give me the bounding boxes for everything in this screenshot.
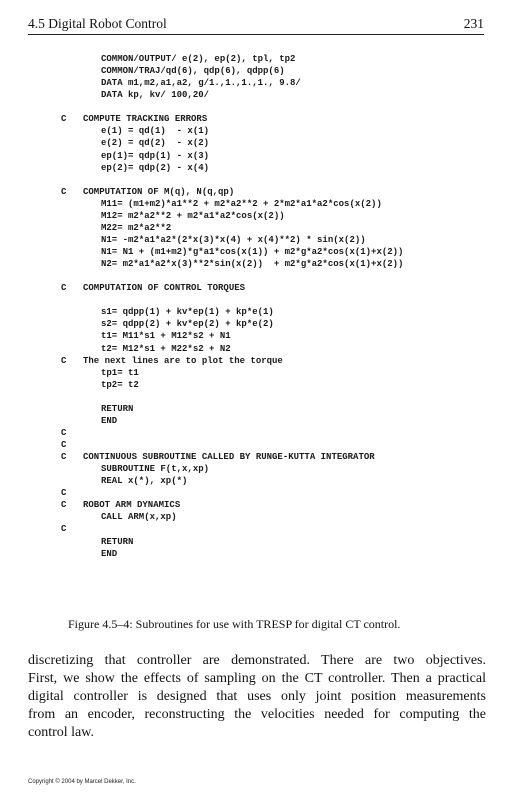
code-statement: COMMON/OUTPUT/ e(2), ep(2), tpl, tp2 [101, 54, 296, 64]
code-statement: END [101, 548, 118, 559]
code-line [0, 548, 514, 560]
paragraph-line: from an encoder, reconstructing the velocities needed for computing the [28, 707, 486, 722]
code-line [0, 463, 514, 475]
paragraph-line: control law. [28, 725, 94, 740]
code-statement: t1= M11*s1 + M12*s2 + N1 [101, 331, 231, 342]
code-line [0, 198, 514, 210]
comment-marker: C [61, 427, 67, 438]
code-statement: e(2) = qd(2) - x(2) [101, 138, 210, 149]
code-line [0, 355, 514, 367]
code-line [0, 222, 514, 234]
code-line [0, 150, 514, 162]
page-number: 231 [463, 16, 484, 31]
code-statement: N1= N1 + (m1+m2)*g*a1*cos(x(1)) + m2*g*a2*cos(x(1)+x(2)) [101, 247, 404, 257]
code-statement: The next lines are to plot the torque [83, 355, 283, 366]
code-line [0, 318, 514, 330]
code-line [0, 306, 514, 318]
code-line [0, 101, 514, 113]
code-line [0, 536, 514, 548]
code-line [0, 174, 514, 186]
code-line [0, 379, 514, 391]
code-line [0, 234, 514, 246]
code-statement: s1= qdpp(1) + kv*ep(1) + kp*e(1) [101, 307, 274, 318]
code-line [0, 451, 514, 463]
code-statement: N2= m2*a1*a2*x(3)**2*sin(x(2)) + m2*g*a2*cos(x(1)+x(2)) [101, 259, 404, 270]
code-statement: END [101, 415, 118, 426]
code-line [0, 282, 514, 294]
code-statement: e(1) = qd(1) - x(1) [101, 126, 210, 137]
code-statement: COMPUTATION OF CONTROL TORQUES [83, 283, 246, 294]
code-statement: M11= (m1+m2)*a1**2 + m2*a2**2 + 2*m2*a1*a2*cos(x(2)) [101, 198, 382, 209]
code-line [0, 89, 514, 101]
code-statement: tp2= t2 [101, 379, 139, 390]
comment-marker: C [61, 500, 67, 511]
figure-caption: Figure 4.5–4: Subroutines for use with TRESP for digital CT control. [68, 617, 401, 631]
paragraph-line: digital controller is designed that uses only joint position measurements [28, 689, 486, 704]
code-line [0, 53, 514, 65]
code-line [0, 475, 514, 487]
code-line [0, 258, 514, 270]
paragraph-line: discretizing that controller are demonstrated. There are two objectives. [28, 653, 486, 668]
code-line [0, 343, 514, 355]
comment-marker: C [61, 440, 67, 450]
running-header [28, 12, 484, 32]
code-statement: DATA m1,m2,a1,a2, g/1.,1.,1.,1., 9.8/ [101, 78, 301, 89]
code-statement: CONTINUOUS SUBROUTINE CALLED BY RUNGE-KUTTA INTEGRATOR [83, 452, 375, 463]
code-statement: s2= qdpp(2) + kv*ep(2) + kp*e(2) [101, 319, 274, 330]
code-line [0, 65, 514, 77]
comment-marker: C [61, 355, 67, 366]
code-statement: COMPUTE TRACKING ERRORS [83, 114, 208, 125]
code-statement: SUBROUTINE F(t,x,xp) [101, 464, 210, 475]
code-line [0, 294, 514, 306]
paragraph-line: First, we show the effects of sampling on the CT controller. Then a practical [28, 671, 486, 686]
code-line [0, 330, 514, 342]
code-line [0, 162, 514, 174]
code-line [0, 403, 514, 415]
code-statement: M12= m2*a2**2 + m2*a1*a2*cos(x(2)) [101, 210, 285, 221]
comment-marker: C [61, 283, 67, 294]
code-line [0, 523, 514, 535]
code-line [0, 391, 514, 403]
code-statement: RETURN [101, 536, 134, 547]
comment-marker: C [61, 186, 67, 197]
code-statement: RETURN [101, 403, 134, 414]
code-statement: ep(1)= qdp(1) - x(3) [101, 150, 210, 161]
code-line [0, 137, 514, 149]
code-statement: REAL x(*), xp(*) [101, 476, 188, 487]
code-statement: ep(2)= qdp(2) - x(4) [101, 162, 210, 173]
code-statement: M22= m2*a2**2 [101, 222, 172, 233]
code-line [0, 487, 514, 499]
code-statement: ROBOT ARM DYNAMICS [83, 500, 181, 511]
code-line [0, 113, 514, 125]
body-paragraph [28, 652, 486, 742]
code-statement: COMPUTATION OF M(q), N(q,qp) [83, 186, 235, 197]
code-statement: t2= M12*s1 + M22*s2 + N2 [101, 343, 231, 354]
code-statement: COMMON/TRAJ/qd(6), qdp(6), qdpp(6) [101, 66, 285, 77]
code-listing [0, 53, 514, 560]
comment-marker: C [61, 114, 67, 125]
code-line [0, 270, 514, 282]
code-statement: N1= -m2*a1*a2*(2*x(3)*x(4) + x(4)**2) * sin(x(2)) [101, 234, 366, 245]
comment-marker: C [61, 452, 67, 463]
code-statement: CALL ARM(x,xp) [101, 512, 177, 523]
code-line [0, 246, 514, 258]
code-line [0, 511, 514, 523]
code-statement: tp1= t1 [101, 367, 139, 378]
header-rule [28, 34, 484, 35]
code-statement: DATA kp, kv/ 100,20/ [101, 90, 210, 101]
code-line [0, 499, 514, 511]
code-line [0, 439, 514, 451]
comment-marker: C [61, 488, 67, 499]
code-line [0, 125, 514, 137]
code-line [0, 427, 514, 439]
code-line [0, 210, 514, 222]
code-line [0, 77, 514, 89]
code-line [0, 186, 514, 198]
section-title: 4.5 Digital Robot Control [28, 16, 167, 31]
copyright-notice: Copyright © 2004 by Marcel Dekker, Inc. [28, 779, 136, 785]
code-line [0, 415, 514, 427]
code-line [0, 367, 514, 379]
comment-marker: C [61, 524, 67, 535]
